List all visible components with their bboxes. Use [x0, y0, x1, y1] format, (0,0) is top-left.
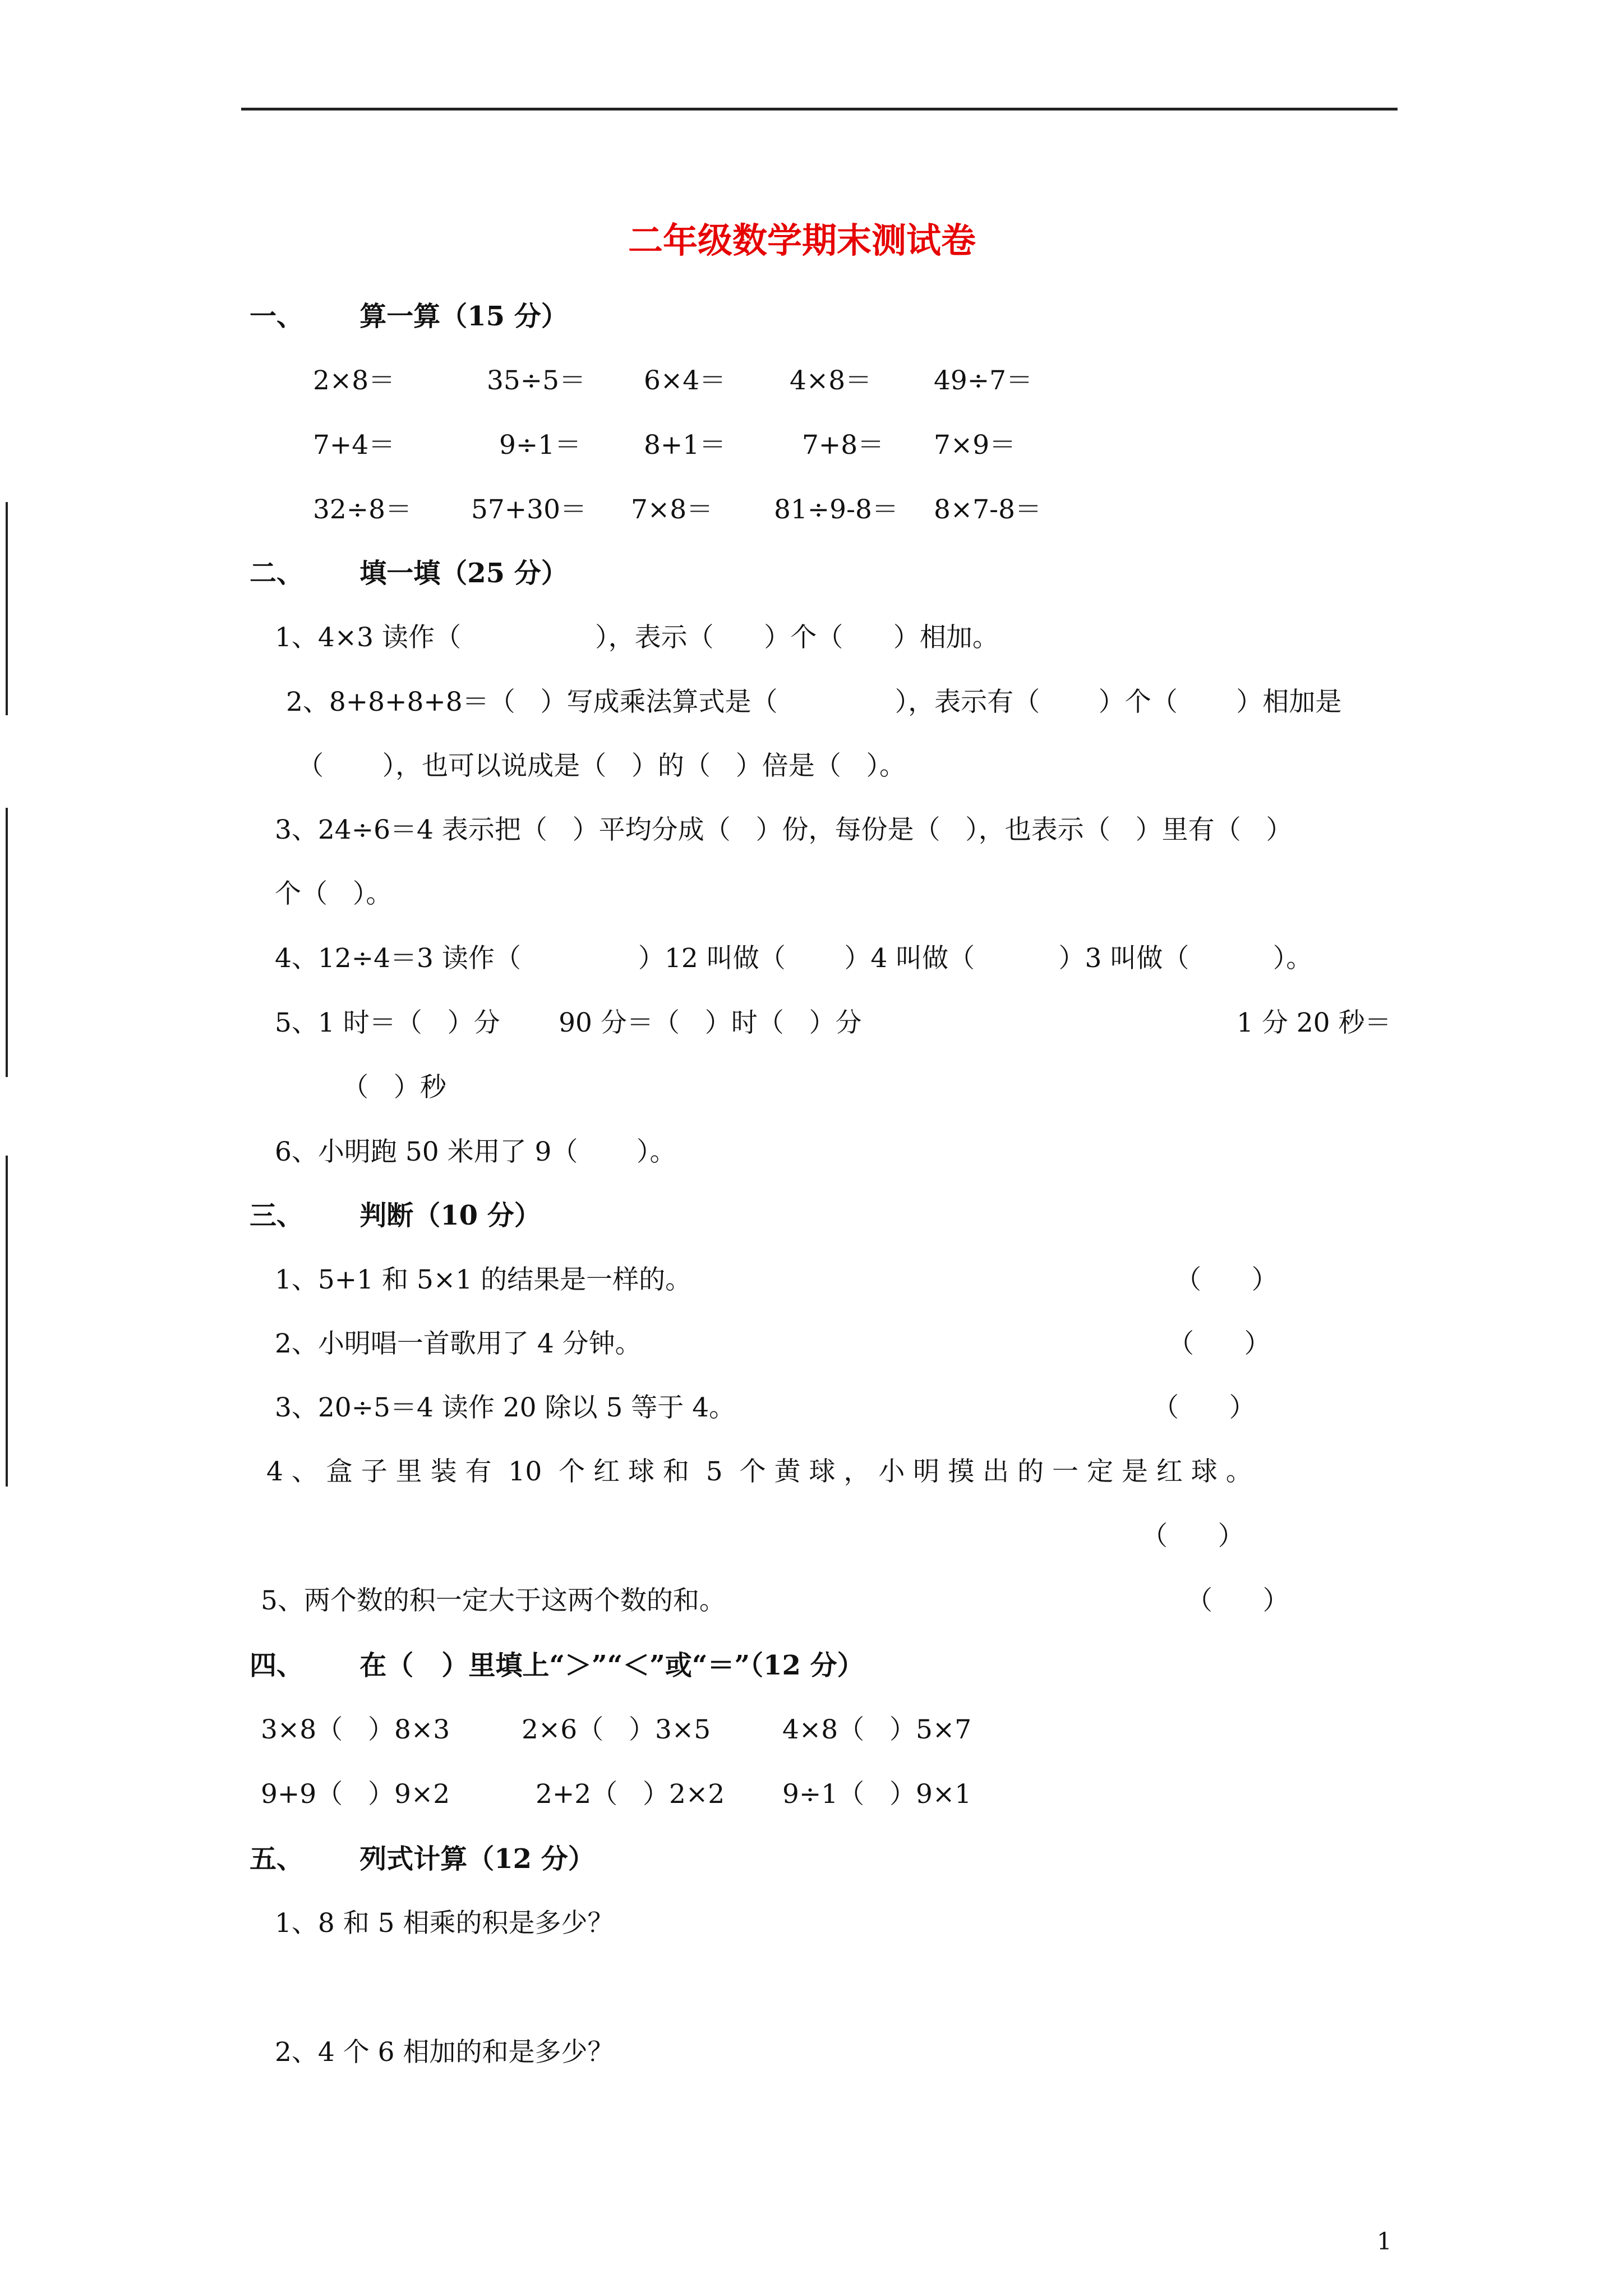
calc-item: 4×8＝ [790, 365, 872, 396]
word-problem-1: 1、8 和 5 相乘的积是多少？ [275, 1908, 614, 1939]
calc-item: 7×8＝ [631, 494, 713, 525]
judge-question-5: 5、两个数的积一定大于这两个数的和。 [261, 1585, 726, 1616]
judge-question-3: 3、20÷5＝4 读作 20 除以 5 等于 4。 [275, 1392, 736, 1423]
fill-question-4: 4、12÷4＝3 读作（ ）12 叫做（ ）4 叫做（ ）3 叫做（ ）。 [275, 943, 1313, 974]
judge-answer-paren: （ ） [1186, 1585, 1289, 1616]
compare-item: 2+2（ ）2×2 [536, 1779, 725, 1810]
calc-item: 9÷1＝ [499, 430, 582, 461]
calc-item: 8×7-8＝ [934, 494, 1041, 525]
fill-question-3-cont: 个（ ）。 [275, 878, 393, 909]
fill-question-6: 6、小明跑 50 米用了 9（ ）。 [275, 1137, 676, 1167]
calc-item: 6×4＝ [644, 365, 726, 396]
judge-answer-paren: （ ） [1175, 1264, 1278, 1295]
section-4-heading: 四、 在（ ）里填上“＞”“＜”或“＝”（12 分） [250, 1650, 864, 1681]
fill-question-2-cont: （ ），也可以说成是（ ）的（ ）倍是（ ）。 [297, 751, 906, 781]
judge-answer-paren: （ ） [1168, 1328, 1271, 1359]
judge-question-2: 2、小明唱一首歌用了 4 分钟。 [275, 1328, 642, 1359]
fill-question-3: 3、24÷6＝4 表示把（ ）平均分成（ ）份，每份是（ ），也表示（ ）里有（ ） [275, 815, 1293, 845]
compare-item: 9÷1（ ）9×1 [782, 1779, 972, 1810]
binding-margin-line-2 [6, 808, 8, 1077]
calc-item: 8+1＝ [644, 430, 726, 461]
binding-margin-line-3 [6, 1156, 8, 1487]
section-1-heading: 一、 算一算（15 分） [250, 301, 568, 332]
fill-question-5-cont: （ ）秒 [342, 1072, 446, 1103]
fill-question-2: 2、8+8+8+8＝（ ）写成乘法算式是（ ），表示有（ ）个（ ）相加是 [286, 687, 1342, 717]
calc-item: 2×8＝ [313, 365, 395, 396]
fill-question-5: 5、1 时＝（ ）分 90 分＝（ ）时（ ）分 [275, 1007, 862, 1038]
page-number: 1 [1377, 2228, 1392, 2255]
judge-question-1: 1、5+1 和 5×1 的结果是一样的。 [275, 1264, 692, 1295]
calc-item: 7+4＝ [313, 430, 395, 461]
fill-question-1: 1、4×3 读作（ ），表示（ ）个（ ）相加。 [275, 622, 999, 653]
compare-item: 3×8（ ）8×3 [261, 1714, 450, 1745]
calc-item: 81÷9-8＝ [774, 494, 898, 525]
calc-item: 57+30＝ [471, 494, 587, 525]
calc-item: 7×9＝ [934, 430, 1016, 461]
calc-item: 32÷8＝ [313, 494, 412, 525]
section-3-heading: 三、 判断（10 分） [250, 1200, 541, 1231]
calc-item: 7+8＝ [802, 430, 884, 461]
section-2-heading: 二、 填一填（25 分） [250, 558, 568, 589]
calc-item: 49÷7＝ [934, 365, 1033, 396]
compare-item: 4×8（ ）5×7 [782, 1714, 972, 1745]
page-title: 二年级数学期末测试卷 [628, 220, 976, 261]
top-rule [241, 108, 1398, 111]
compare-item: 2×6（ ）3×5 [522, 1714, 711, 1745]
compare-item: 9+9（ ）9×2 [261, 1779, 450, 1810]
judge-answer-paren: （ ） [1141, 1521, 1244, 1552]
binding-margin-line-1 [6, 502, 8, 715]
judge-question-4: 4 、 盒 子 里 装 有 10 个 红 球 和 5 个 黄 球 ， 小 明 摸 出 的 一 定 是 红 球 。 [266, 1456, 1252, 1487]
fill-question-5-right: 1 分 20 秒＝ [1237, 1007, 1391, 1038]
word-problem-2: 2、4 个 6 相加的和是多少？ [275, 2037, 614, 2068]
section-5-heading: 五、 列式计算（12 分） [250, 1843, 595, 1875]
judge-answer-paren: （ ） [1152, 1392, 1256, 1423]
calc-item: 35÷5＝ [487, 365, 586, 396]
